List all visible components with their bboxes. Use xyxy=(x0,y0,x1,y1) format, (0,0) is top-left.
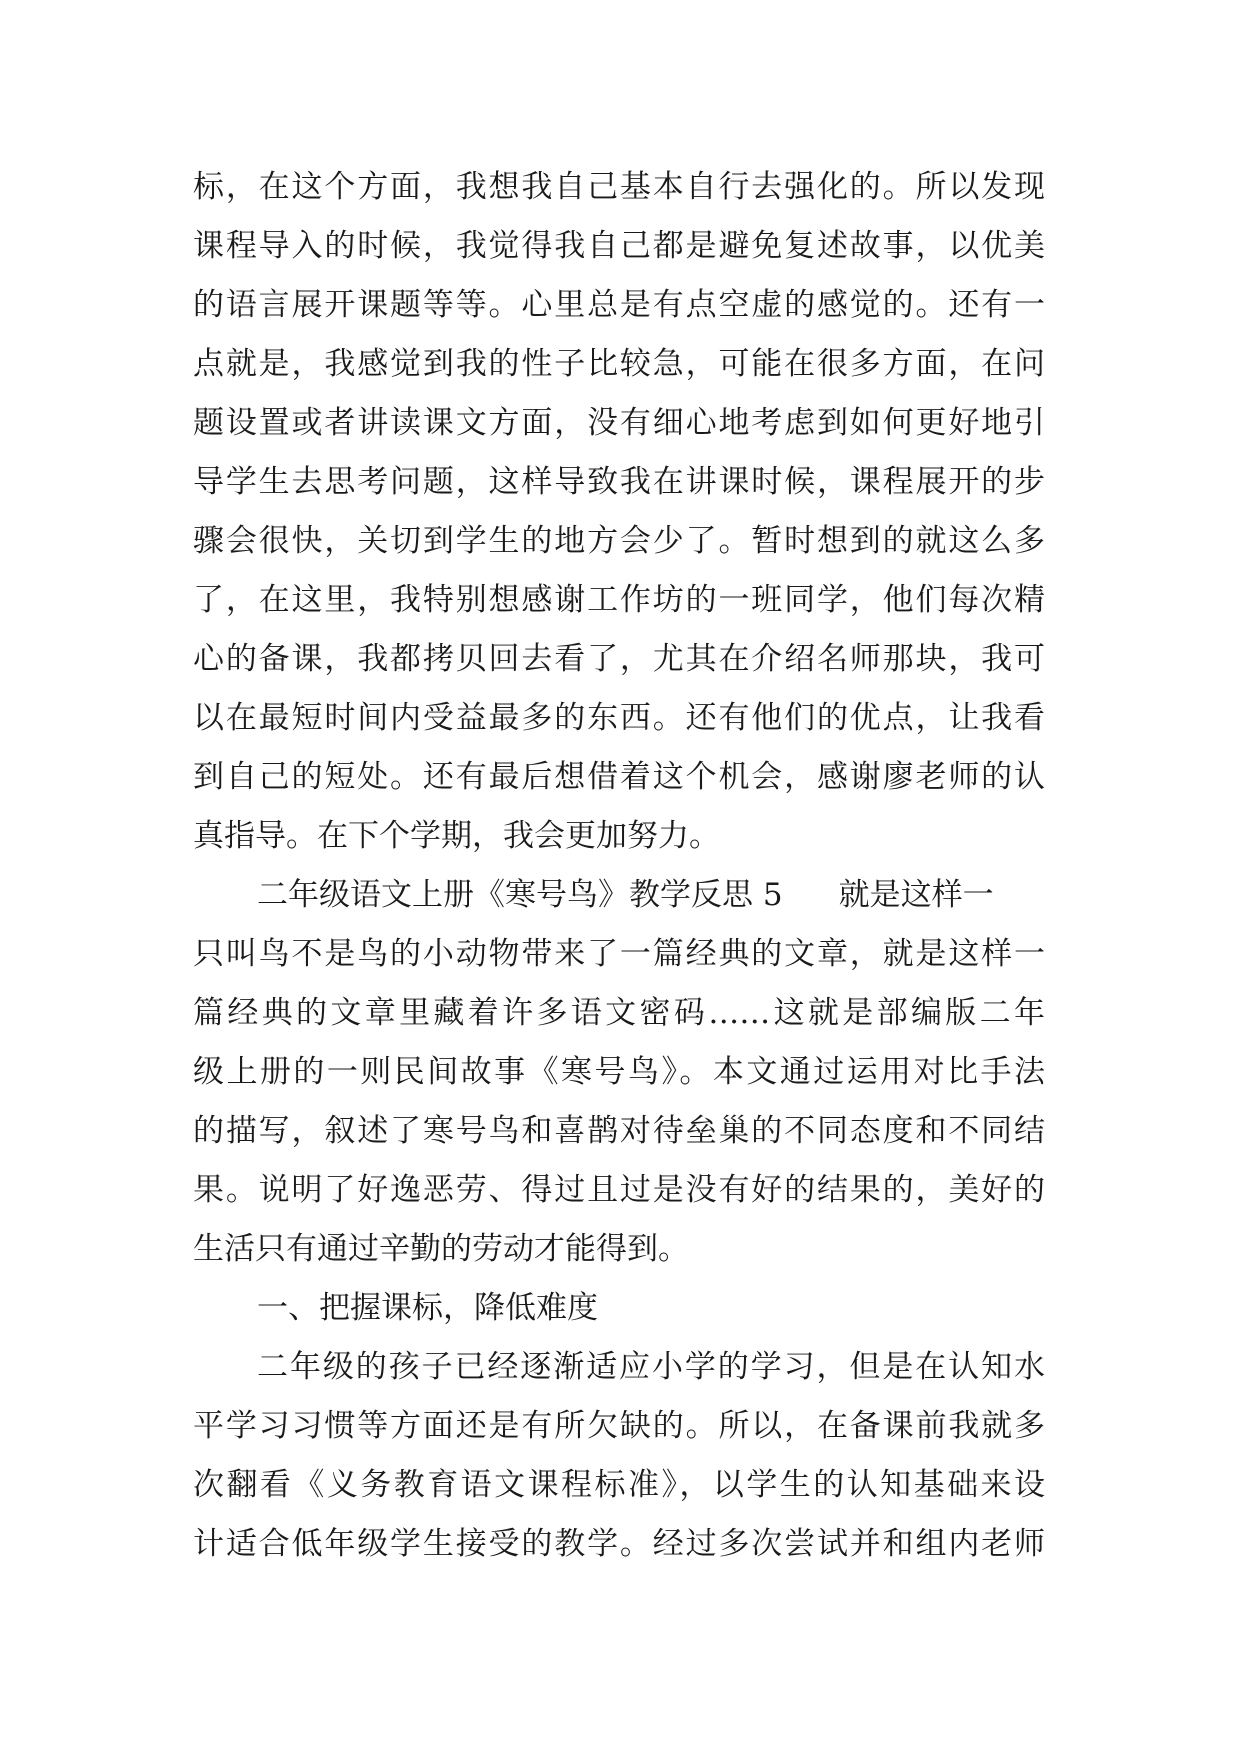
text-line: 题设置或者讲读课文方面，没有细心地考虑到如何更好地引 xyxy=(193,405,1045,441)
text-line: 导学生去思考问题，这样导致我在讲课时候，课程展开的步 xyxy=(193,464,1045,500)
text-line: 到自己的短处。还有最后想借着这个机会，感谢廖老师的认 xyxy=(193,759,1045,795)
section-heading-tail: 就是这样一 xyxy=(838,877,994,913)
subheading: 一、把握课标，降低难度 xyxy=(257,1290,598,1326)
text-line: 篇经典的文章里藏着许多语文密码……这就是部编版二年 xyxy=(193,995,1045,1031)
text-line: 二年级的孩子已经逐渐适应小学的学习，但是在认知水 xyxy=(257,1349,1045,1385)
section-heading: 二年级语文上册《寒号鸟》教学反思 5 xyxy=(257,877,783,913)
text-line: 只叫鸟不是鸟的小动物带来了一篇经典的文章，就是这样一 xyxy=(193,936,1045,972)
text-line: 了，在这里，我特别想感谢工作坊的一班同学，他们每次精 xyxy=(193,582,1045,618)
text-line: 标，在这个方面，我想我自己基本自行去强化的。所以发现 xyxy=(193,169,1045,205)
text-line: 骤会很快，关切到学生的地方会少了。暂时想到的就这么多 xyxy=(193,523,1045,559)
text-line: 的描写，叙述了寒号鸟和喜鹊对待垒巢的不同态度和不同结 xyxy=(193,1113,1045,1149)
text-line: 的语言展开课题等等。心里总是有点空虚的感觉的。还有一 xyxy=(193,287,1045,323)
text-line: 真指导。在下个学期，我会更加努力。 xyxy=(193,818,720,854)
text-line: 计适合低年级学生接受的教学。经过多次尝试并和组内老师 xyxy=(193,1526,1045,1562)
text-line: 果。说明了好逸恶劳、得过且过是没有好的结果的，美好的 xyxy=(193,1172,1045,1208)
text-line: 生活只有通过辛勤的劳动才能得到。 xyxy=(193,1231,689,1267)
text-line: 级上册的一则民间故事《寒号鸟》。本文通过运用对比手法 xyxy=(193,1054,1045,1090)
text-line: 次翻看《义务教育语文课程标准》，以学生的认知基础来设 xyxy=(193,1467,1045,1503)
text-line: 心的备课，我都拷贝回去看了，尤其在介绍名师那块，我可 xyxy=(193,641,1045,677)
text-line: 以在最短时间内受益最多的东西。还有他们的优点，让我看 xyxy=(193,700,1045,736)
text-line: 课程导入的时候，我觉得我自己都是避免复述故事，以优美 xyxy=(193,228,1045,264)
section-heading-line xyxy=(193,866,1045,925)
document-page xyxy=(193,158,1045,1574)
text-line: 平学习习惯等方面还是有所欠缺的。所以，在备课前我就多 xyxy=(193,1408,1045,1444)
text-line: 点就是，我感觉到我的性子比较急，可能在很多方面，在问 xyxy=(193,346,1045,382)
